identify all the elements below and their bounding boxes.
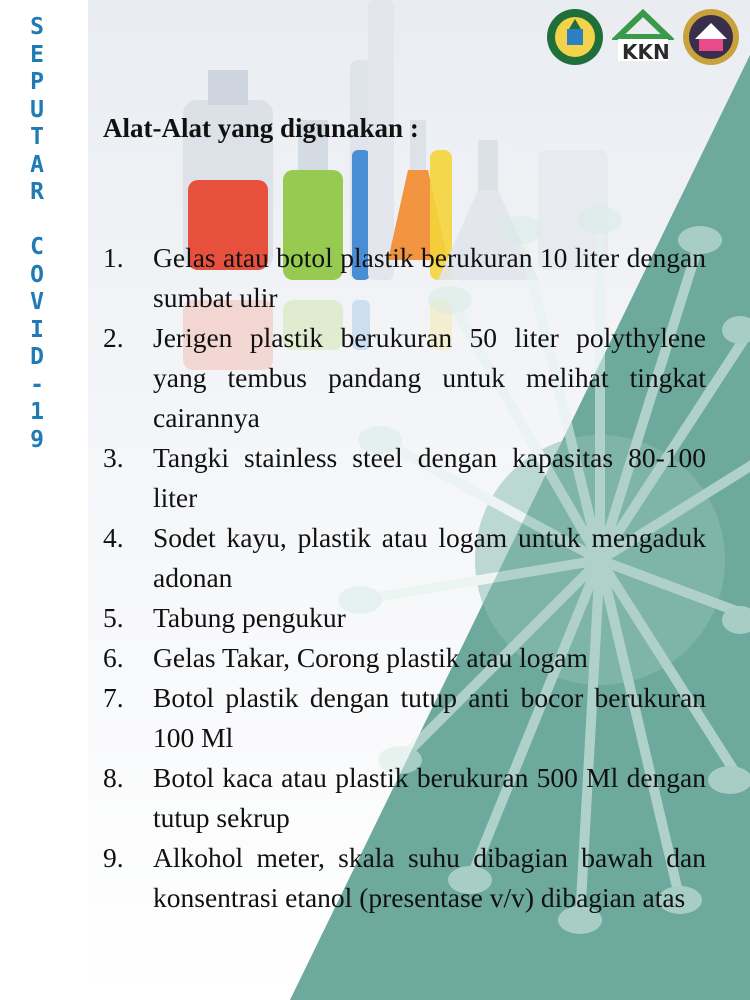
side-title-char: C: [30, 234, 44, 260]
side-title-char: A: [30, 151, 44, 178]
tools-list: [103, 238, 706, 918]
list-item-number: 5.: [103, 602, 124, 633]
side-title-char: 9: [30, 426, 44, 453]
list-item: [103, 318, 706, 438]
side-title-char: 1: [30, 399, 44, 425]
list-item-text: Jerigen plastik berukuran 50 liter polythylene yang tembus pandang untuk melihat tingkat cairannya: [153, 322, 706, 433]
logo-group: [544, 6, 742, 68]
kkn-group-badge: [680, 6, 742, 68]
list-item: [103, 598, 706, 638]
list-item-text: Alkohol meter, skala suhu dibagian bawah dan konsentrasi etanol (presentase v/v) dibagian atas: [153, 842, 706, 913]
university-seal-logo: [544, 6, 606, 68]
list-item-number: 3.: [103, 442, 124, 473]
list-item: [103, 438, 706, 518]
side-title-char: I: [30, 316, 44, 343]
side-title-char: O: [30, 261, 44, 288]
list-item-text: Tangki stainless steel dengan kapasitas 80-100 liter: [153, 442, 706, 513]
list-item-number: 4.: [103, 522, 124, 553]
list-item: [103, 238, 706, 318]
page-heading: Alat-Alat yang digunakan :: [103, 113, 419, 143]
list-item-text: Botol plastik dengan tutup anti bocor berukuran 100 Ml: [153, 682, 706, 753]
side-title-char: S: [30, 14, 44, 40]
side-title-char: P: [30, 69, 44, 95]
side-title-char: T: [30, 124, 44, 150]
list-item-number: 6.: [103, 642, 124, 673]
list-item-text: Tabung pengukur: [153, 602, 346, 633]
side-title-char: R: [30, 179, 44, 205]
list-item: [103, 678, 706, 758]
list-item-number: 7.: [103, 682, 124, 713]
list-item-text: Botol kaca atau plastik berukuran 500 Ml dengan tutup sekrup: [153, 762, 706, 833]
side-title-char: U: [30, 96, 44, 123]
side-title-char: -: [30, 371, 44, 398]
side-title-char: D: [30, 344, 44, 370]
list-item-text: Sodet kayu, plastik atau logam untuk mengaduk adonan: [153, 522, 706, 593]
list-item: [103, 518, 706, 598]
list-item-text: Gelas Takar, Corong plastik atau logam: [153, 642, 588, 673]
list-item-number: 2.: [103, 322, 124, 353]
svg-text:KKN: KKN: [622, 40, 670, 64]
side-title-char: V: [30, 289, 44, 315]
list-item-number: 8.: [103, 762, 124, 793]
kkn-house-icon: [612, 7, 674, 67]
list-item-number: 9.: [103, 842, 124, 873]
content-area: [103, 108, 706, 918]
list-item: [103, 638, 706, 678]
university-seal-icon: [545, 7, 605, 67]
list-item: [103, 838, 706, 918]
list-item-text: Gelas atau botol plastik berukuran 10 liter dengan sumbat ulir: [153, 242, 706, 313]
list-item-number: 1.: [103, 242, 124, 273]
side-title-char: E: [30, 41, 44, 68]
kkn-group-badge-icon: [681, 7, 741, 67]
list-item: [103, 758, 706, 838]
kkn-logo: [612, 6, 674, 68]
